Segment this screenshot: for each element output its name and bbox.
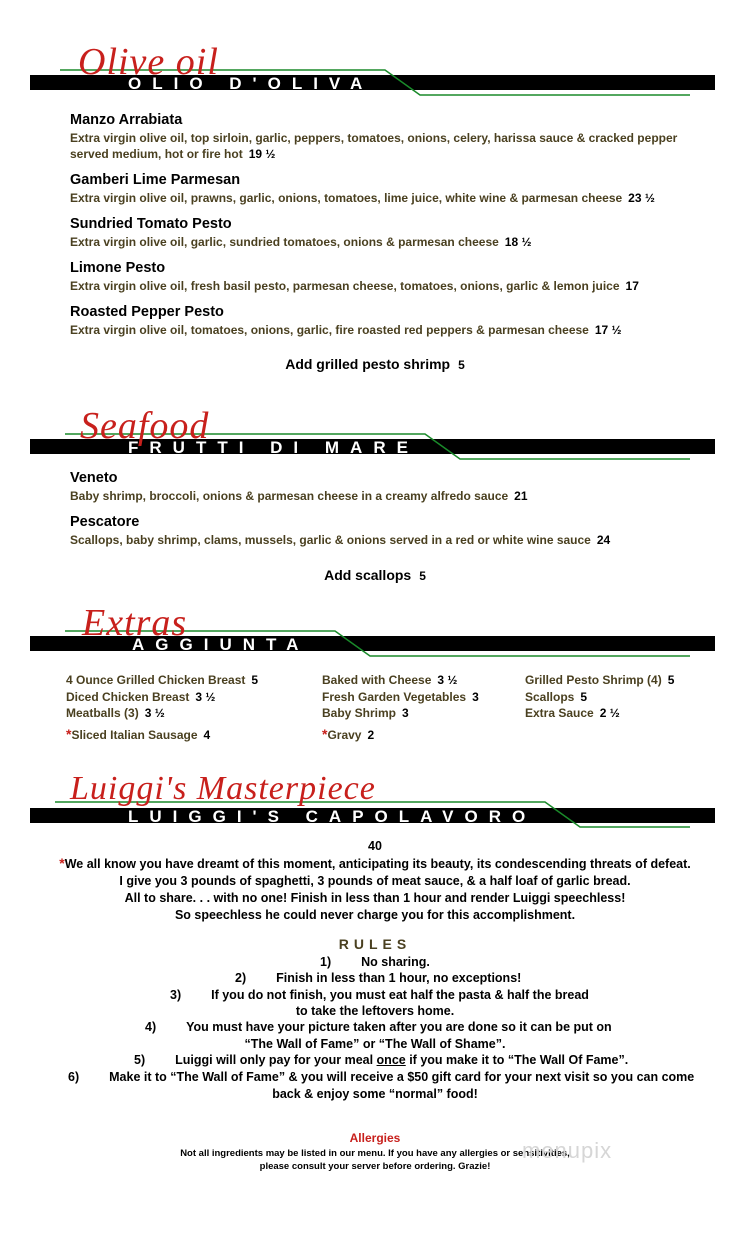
watermark: menupix [522, 1138, 613, 1163]
item-price: 24 [596, 533, 611, 547]
item-desc: Extra virgin olive oil, fresh basil pesto, parmesan cheese, tomatoes, onions, garlic & lemon juice 17 [70, 279, 639, 293]
seafood-banner [0, 405, 750, 468]
extras-item: *Gravy 2 [322, 725, 375, 742]
masterpiece-line: I give you 3 pounds of spaghetti, 3 pounds of meat sauce, & a half loaf of garlic bread. [119, 874, 631, 888]
menu-item [70, 470, 710, 504]
item-price: 21 [514, 489, 528, 503]
menu-item [70, 216, 710, 250]
item-desc: Extra virgin olive oil, garlic, sundried tomatoes, onions & parmesan cheese 18 ½ [70, 235, 532, 249]
rule-2: 2) Finish in less than 1 hour, no exceptions! [235, 971, 522, 985]
olive-oil-banner [0, 42, 750, 102]
extras-banner [0, 602, 750, 665]
extras-script-title: Extras [82, 602, 188, 644]
item-desc: Extra virgin olive oil, prawns, garlic, onions, tomatoes, lime juice, white wine & parmesan cheese 23 ½ [70, 191, 655, 205]
item-name: Veneto [70, 470, 118, 486]
rule-6: 6) Make it to “The Wall of Fame” & you will receive a $50 gift card for your next visit so you can come [68, 1070, 695, 1084]
olive-oil-band-title: OLIO D'OLIVA [128, 74, 374, 93]
rule-6-continued: back & enjoy some “normal” food! [272, 1087, 478, 1101]
extras-item: Scallops 5 [525, 689, 588, 704]
allergies-notice: Not all ingredients may be listed in our menu. If you have any allergies or sensitivities, please consult your server before ordering. Grazie! [180, 1148, 570, 1172]
menu-item [70, 260, 710, 294]
menu-item [70, 112, 710, 162]
menu-item [70, 514, 710, 548]
item-desc: Scallops, baby shrimp, clams, mussels, garlic & onions served in a red or white wine sauce 24 [70, 533, 611, 547]
add-on-label: Add grilled pesto shrimp [285, 356, 451, 372]
item-price: 19 ½ [248, 147, 276, 161]
olive-oil-script-title: Olive oil [78, 41, 219, 83]
extras-item: Diced Chicken Breast 3 ½ [66, 689, 216, 704]
add-on-price: 5 [458, 358, 465, 372]
rule-3-continued: to take the leftovers home. [295, 1004, 455, 1018]
extras-column-3 [525, 673, 674, 723]
item-price: 17 [625, 279, 639, 293]
add-on-line [0, 567, 750, 583]
item-desc: Extra virgin olive oil, tomatoes, onions, garlic, fire roasted red peppers & parmesan cheese 17 ½ [70, 323, 622, 337]
menu-item [70, 304, 710, 338]
item-name: Roasted Pepper Pesto [70, 304, 224, 320]
extras-column-1 [66, 673, 258, 742]
item-name: Pescatore [70, 514, 140, 530]
item-desc: Baby shrimp, broccoli, onions & parmesan cheese in a creamy alfredo sauce 21 [70, 489, 528, 503]
extras-item: Meatballs (3) 3 ½ [66, 706, 165, 720]
item-price: 18 ½ [504, 235, 532, 249]
item-name: Sundried Tomato Pesto [70, 216, 232, 232]
item-price: 17 ½ [594, 323, 622, 337]
extras-band-title: AGGIUNTA [132, 635, 310, 654]
masterpiece-description [0, 855, 750, 924]
add-on-label: Add scallops [324, 567, 412, 583]
rule-1: 1) No sharing. [320, 955, 430, 969]
masterpiece-line: *We all know you have dreamt of this moment, anticipating its beauty, its condescending threats of defeat. [59, 855, 691, 871]
extras-item: Extra Sauce 2 ½ [525, 706, 620, 720]
rule-3: 3) If you do not finish, you must eat half the pasta & half the bread [170, 988, 589, 1002]
masterpiece-band-title: LUIGGI'S CAPOLAVORO [128, 807, 537, 826]
menu-item [70, 172, 710, 206]
extras-item: Fresh Garden Vegetables 3 [322, 689, 479, 704]
extras-item: Grilled Pesto Shrimp (4) 5 [525, 673, 675, 687]
masterpiece-line: So speechless he could never charge you for this accomplishment. [174, 908, 576, 922]
item-name: Limone Pesto [70, 260, 166, 276]
masterpiece-script-title: Luiggi's Masterpiece [70, 770, 376, 807]
masterpiece-price: 40 [368, 839, 382, 853]
extras-column-2 [322, 673, 479, 742]
add-on-line [0, 356, 750, 372]
masterpiece-line: All to share. . . with no one! Finish in less than 1 hour and render Luiggi speechless! [124, 891, 626, 905]
rule-4-continued: “The Wall of Fame” or “The Wall of Shame”. [244, 1037, 506, 1051]
extras-item: 4 Ounce Grilled Chicken Breast 5 [66, 673, 259, 687]
rules-title: RULES [338, 936, 412, 952]
extras-item: Baked with Cheese 3 ½ [322, 673, 458, 687]
masterpiece-banner [0, 772, 750, 832]
allergies-title: Allergies [349, 1131, 401, 1145]
item-desc: Extra virgin olive oil, top sirloin, garlic, peppers, tomatoes, onions, celery, harissa sauce & cracked pepper served medium, hot or fire hot 19 ½ [70, 131, 678, 161]
item-name: Gamberi Lime Parmesan [70, 172, 241, 188]
extras-item: *Sliced Italian Sausage 4 [66, 725, 211, 742]
rule-4: 4) You must have your picture taken after you are done so it can be put on [145, 1020, 612, 1034]
rule-5: 5) Luiggi will only pay for your meal once if you make it to “The Wall Of Fame”. [134, 1053, 629, 1067]
seafood-band-title: FRUTTI DI MARE [128, 438, 419, 457]
extras-item: Baby Shrimp 3 [322, 706, 409, 720]
seafood-script-title: Seafood [80, 405, 210, 447]
item-price: 23 ½ [628, 191, 655, 205]
item-name: Manzo Arrabiata [70, 112, 183, 128]
add-on-price: 5 [419, 569, 426, 583]
